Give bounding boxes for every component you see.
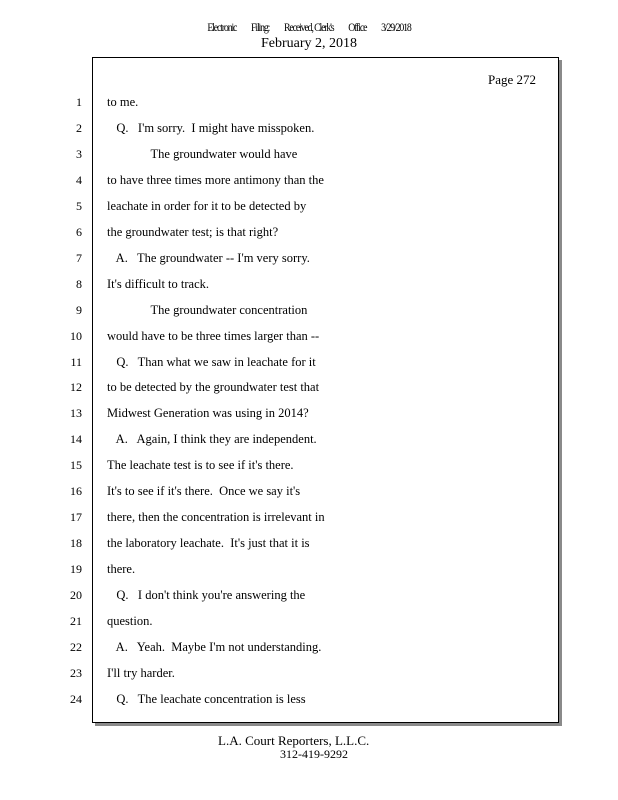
line-text: It's difficult to track. [107,276,209,291]
line-number: 14 [70,432,82,447]
line-text: The groundwater concentration [107,302,308,317]
line-text: the laboratory leachate. It's just that it is [107,536,310,551]
line-text: would have to be three times larger than -- [107,328,320,343]
line-text: the groundwater test; is that right? [107,224,279,239]
filing-word: Filing: [251,20,270,34]
line-number: 19 [70,562,82,577]
transcript-line [0,326,618,346]
line-text: Q. I'm sorry. I might have misspoken. [107,120,315,135]
line-text: there. [107,562,136,577]
transcript-line [0,92,618,112]
line-text: to me. [107,95,139,109]
line-number: 20 [70,588,82,603]
line-number: 4 [76,172,82,187]
line-text: The leachate test is to see if it's there. [107,458,294,473]
line-text: Q. Than what we saw in leachate for it [107,354,316,369]
line-text: question. [107,614,153,628]
filing-word: 3/29/2018 [381,20,411,34]
line-number: 22 [70,639,82,654]
line-number: 18 [70,536,82,551]
transcript-line [0,507,618,527]
line-number: 2 [76,120,82,135]
line-number: 15 [70,458,82,473]
line-number: 16 [70,484,82,499]
line-number: 5 [76,198,82,213]
line-number: 24 [70,691,82,706]
transcript-line [0,144,618,164]
transcript-line [0,196,618,216]
line-text: A. The groundwater -- I'm very sorry. [107,250,310,265]
filing-word: Office [348,20,367,34]
transcript-line [0,170,618,190]
line-text: Midwest Generation was using in 2014? [107,406,309,421]
transcript-line [0,274,618,294]
line-number: 11 [70,354,82,369]
line-text: there, then the concentration is irrelevant in [107,510,325,525]
transcript-line [0,118,618,138]
line-number: 10 [70,328,82,343]
transcript-line [0,663,618,683]
transcript-line [0,559,618,579]
transcript-line [0,689,618,709]
transcript-line [0,533,618,553]
footer-company: L.A. Court Reporters, L.L.C. [218,733,370,748]
line-number: 9 [76,302,82,317]
line-text: Q. I don't think you're answering the [107,588,306,603]
transcript-line [0,611,618,631]
transcript-line [0,377,618,397]
transcript-line [0,637,618,657]
line-text: to have three times more antimony than the [107,172,324,187]
line-text: leachate in order for it to be detected by [107,198,307,213]
line-text: to be detected by the groundwater test that [107,380,320,395]
line-number: 13 [70,406,82,421]
line-number: 21 [70,614,82,628]
line-number: 7 [76,250,82,265]
transcript-line [0,248,618,268]
transcript-line [0,481,618,501]
filing-word: Received, Clerk's [284,20,334,34]
line-number: 23 [70,665,82,680]
transcript-line [0,222,618,242]
transcript-line [0,352,618,372]
line-text: I'll try harder. [107,665,175,680]
filing-word: Electronic [207,20,237,34]
footer-phone: 312-419-9292 [280,747,348,761]
line-text: Q. The leachate concentration is less [107,691,306,706]
line-number: 17 [70,510,82,525]
line-number: 6 [76,224,82,239]
transcript-line [0,429,618,449]
line-text: The groundwater would have [107,146,298,161]
page-number: Page 272 [487,72,536,87]
transcript-line [0,455,618,475]
line-text: It's to see if it's there. Once we say it's [107,484,301,499]
transcript-line [0,403,618,423]
line-number: 1 [76,95,82,109]
transcript-line [0,585,618,605]
line-text: A. Yeah. Maybe I'm not understanding. [107,639,322,654]
transcript-line [0,300,618,320]
line-number: 8 [76,276,82,291]
line-text: A. Again, I think they are independent. [107,432,317,447]
header-date: February 2, 2018 [260,36,358,51]
line-number: 12 [70,380,82,395]
line-number: 3 [76,146,82,161]
